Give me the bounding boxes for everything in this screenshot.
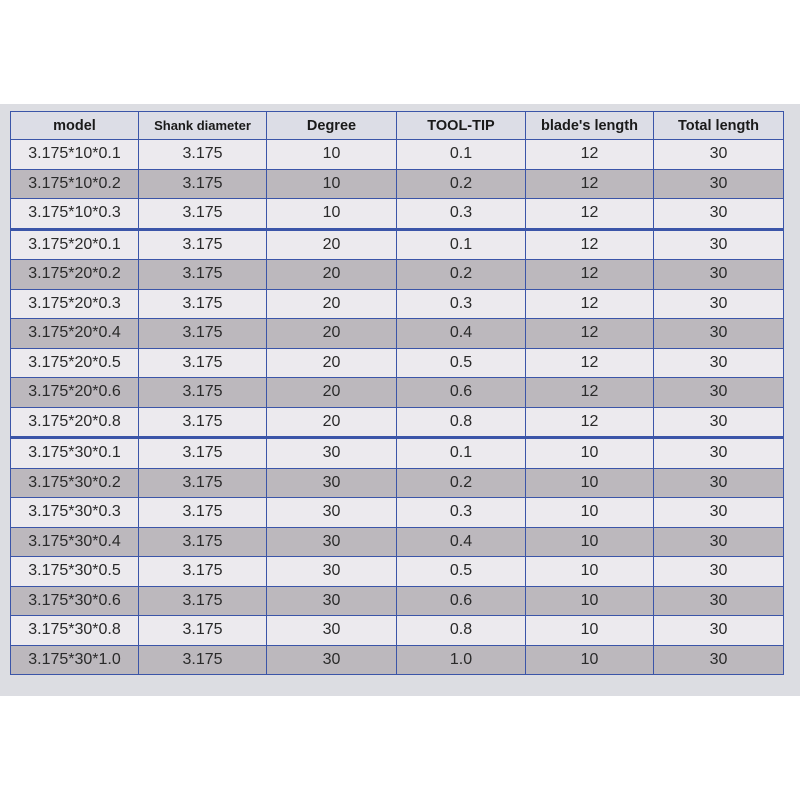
cell-total-length: 30 <box>654 199 784 230</box>
cell-tool-tip: 0.3 <box>397 289 526 319</box>
cell-total-length: 30 <box>654 140 784 170</box>
table-row <box>11 229 784 260</box>
cell-tool-tip: 1.0 <box>397 645 526 675</box>
header-shank-diameter: Shank diameter <box>139 112 267 140</box>
cell-blade-length: 10 <box>526 586 654 616</box>
header-degree: Degree <box>267 112 397 140</box>
cell-blade-length: 10 <box>526 498 654 528</box>
cell-blade-length: 12 <box>526 260 654 290</box>
cell-shank-diameter: 3.175 <box>139 438 267 469</box>
cell-blade-length: 10 <box>526 645 654 675</box>
cell-model: 3.175*20*0.6 <box>11 378 139 408</box>
cell-total-length: 30 <box>654 407 784 438</box>
cell-tool-tip: 0.5 <box>397 557 526 587</box>
cell-degree: 30 <box>267 498 397 528</box>
cell-degree: 30 <box>267 438 397 469</box>
table-row <box>11 348 784 378</box>
cell-model: 3.175*20*0.1 <box>11 229 139 260</box>
cell-shank-diameter: 3.175 <box>139 169 267 199</box>
cell-tool-tip: 0.3 <box>397 498 526 528</box>
cell-total-length: 30 <box>654 557 784 587</box>
cell-model: 3.175*10*0.1 <box>11 140 139 170</box>
cell-blade-length: 10 <box>526 438 654 469</box>
cell-degree: 30 <box>267 616 397 646</box>
cell-shank-diameter: 3.175 <box>139 319 267 349</box>
cell-tool-tip: 0.2 <box>397 468 526 498</box>
table-row <box>11 140 784 170</box>
cell-total-length: 30 <box>654 378 784 408</box>
cell-model: 3.175*30*0.1 <box>11 438 139 469</box>
cell-blade-length: 12 <box>526 289 654 319</box>
cell-degree: 30 <box>267 527 397 557</box>
table-row <box>11 289 784 319</box>
cell-total-length: 30 <box>654 438 784 469</box>
cell-tool-tip: 0.4 <box>397 319 526 349</box>
cell-tool-tip: 0.2 <box>397 169 526 199</box>
cell-total-length: 30 <box>654 289 784 319</box>
cell-blade-length: 12 <box>526 169 654 199</box>
cell-tool-tip: 0.2 <box>397 260 526 290</box>
table-row <box>11 378 784 408</box>
cell-shank-diameter: 3.175 <box>139 468 267 498</box>
table-row <box>11 527 784 557</box>
cell-blade-length: 12 <box>526 140 654 170</box>
cell-degree: 30 <box>267 645 397 675</box>
cell-tool-tip: 0.1 <box>397 229 526 260</box>
cell-blade-length: 12 <box>526 407 654 438</box>
table-row <box>11 498 784 528</box>
header-total-length: Total length <box>654 112 784 140</box>
cell-tool-tip: 0.1 <box>397 140 526 170</box>
cell-model: 3.175*30*1.0 <box>11 645 139 675</box>
cell-model: 3.175*30*0.4 <box>11 527 139 557</box>
table-row <box>11 199 784 230</box>
cell-degree: 10 <box>267 169 397 199</box>
cell-degree: 30 <box>267 586 397 616</box>
cell-degree: 20 <box>267 260 397 290</box>
table-row <box>11 586 784 616</box>
cell-shank-diameter: 3.175 <box>139 289 267 319</box>
cell-tool-tip: 0.5 <box>397 348 526 378</box>
cell-tool-tip: 0.6 <box>397 586 526 616</box>
cell-degree: 20 <box>267 378 397 408</box>
cell-shank-diameter: 3.175 <box>139 527 267 557</box>
table-row <box>11 438 784 469</box>
cell-blade-length: 10 <box>526 468 654 498</box>
cell-shank-diameter: 3.175 <box>139 229 267 260</box>
cell-blade-length: 10 <box>526 557 654 587</box>
cell-shank-diameter: 3.175 <box>139 586 267 616</box>
cell-model: 3.175*20*0.5 <box>11 348 139 378</box>
cell-total-length: 30 <box>654 260 784 290</box>
cell-total-length: 30 <box>654 586 784 616</box>
header-blade-length: blade's length <box>526 112 654 140</box>
table-row <box>11 260 784 290</box>
cell-tool-tip: 0.6 <box>397 378 526 408</box>
cell-total-length: 30 <box>654 319 784 349</box>
cell-model: 3.175*30*0.2 <box>11 468 139 498</box>
cell-total-length: 30 <box>654 498 784 528</box>
table-row <box>11 407 784 438</box>
cell-model: 3.175*20*0.4 <box>11 319 139 349</box>
table-row <box>11 557 784 587</box>
table-row <box>11 468 784 498</box>
cell-tool-tip: 0.8 <box>397 616 526 646</box>
table-row <box>11 645 784 675</box>
cell-total-length: 30 <box>654 645 784 675</box>
cell-degree: 10 <box>267 199 397 230</box>
cell-total-length: 30 <box>654 348 784 378</box>
cell-model: 3.175*20*0.8 <box>11 407 139 438</box>
cell-model: 3.175*10*0.2 <box>11 169 139 199</box>
cell-model: 3.175*20*0.3 <box>11 289 139 319</box>
specification-table <box>10 111 784 675</box>
cell-shank-diameter: 3.175 <box>139 498 267 528</box>
cell-blade-length: 12 <box>526 229 654 260</box>
cell-degree: 20 <box>267 407 397 438</box>
header-tool-tip: TOOL-TIP <box>397 112 526 140</box>
cell-tool-tip: 0.4 <box>397 527 526 557</box>
cell-model: 3.175*20*0.2 <box>11 260 139 290</box>
cell-shank-diameter: 3.175 <box>139 645 267 675</box>
cell-model: 3.175*30*0.3 <box>11 498 139 528</box>
cell-degree: 20 <box>267 319 397 349</box>
cell-blade-length: 12 <box>526 199 654 230</box>
cell-model: 3.175*30*0.5 <box>11 557 139 587</box>
cell-blade-length: 12 <box>526 378 654 408</box>
cell-total-length: 30 <box>654 468 784 498</box>
table-row <box>11 616 784 646</box>
header-model: model <box>11 112 139 140</box>
cell-degree: 20 <box>267 289 397 319</box>
cell-shank-diameter: 3.175 <box>139 378 267 408</box>
cell-total-length: 30 <box>654 527 784 557</box>
cell-shank-diameter: 3.175 <box>139 140 267 170</box>
cell-degree: 10 <box>267 140 397 170</box>
cell-degree: 30 <box>267 557 397 587</box>
cell-total-length: 30 <box>654 616 784 646</box>
cell-shank-diameter: 3.175 <box>139 407 267 438</box>
cell-shank-diameter: 3.175 <box>139 260 267 290</box>
cell-degree: 30 <box>267 468 397 498</box>
cell-shank-diameter: 3.175 <box>139 199 267 230</box>
cell-tool-tip: 0.1 <box>397 438 526 469</box>
cell-blade-length: 10 <box>526 616 654 646</box>
cell-total-length: 30 <box>654 169 784 199</box>
table-row <box>11 169 784 199</box>
cell-blade-length: 10 <box>526 527 654 557</box>
cell-blade-length: 12 <box>526 319 654 349</box>
cell-blade-length: 12 <box>526 348 654 378</box>
cell-total-length: 30 <box>654 229 784 260</box>
cell-tool-tip: 0.3 <box>397 199 526 230</box>
header-row <box>11 112 784 140</box>
cell-shank-diameter: 3.175 <box>139 557 267 587</box>
cell-tool-tip: 0.8 <box>397 407 526 438</box>
table-row <box>11 319 784 349</box>
cell-shank-diameter: 3.175 <box>139 348 267 378</box>
cell-model: 3.175*30*0.6 <box>11 586 139 616</box>
cell-model: 3.175*30*0.8 <box>11 616 139 646</box>
cell-degree: 20 <box>267 348 397 378</box>
cell-shank-diameter: 3.175 <box>139 616 267 646</box>
cell-degree: 20 <box>267 229 397 260</box>
cell-model: 3.175*10*0.3 <box>11 199 139 230</box>
